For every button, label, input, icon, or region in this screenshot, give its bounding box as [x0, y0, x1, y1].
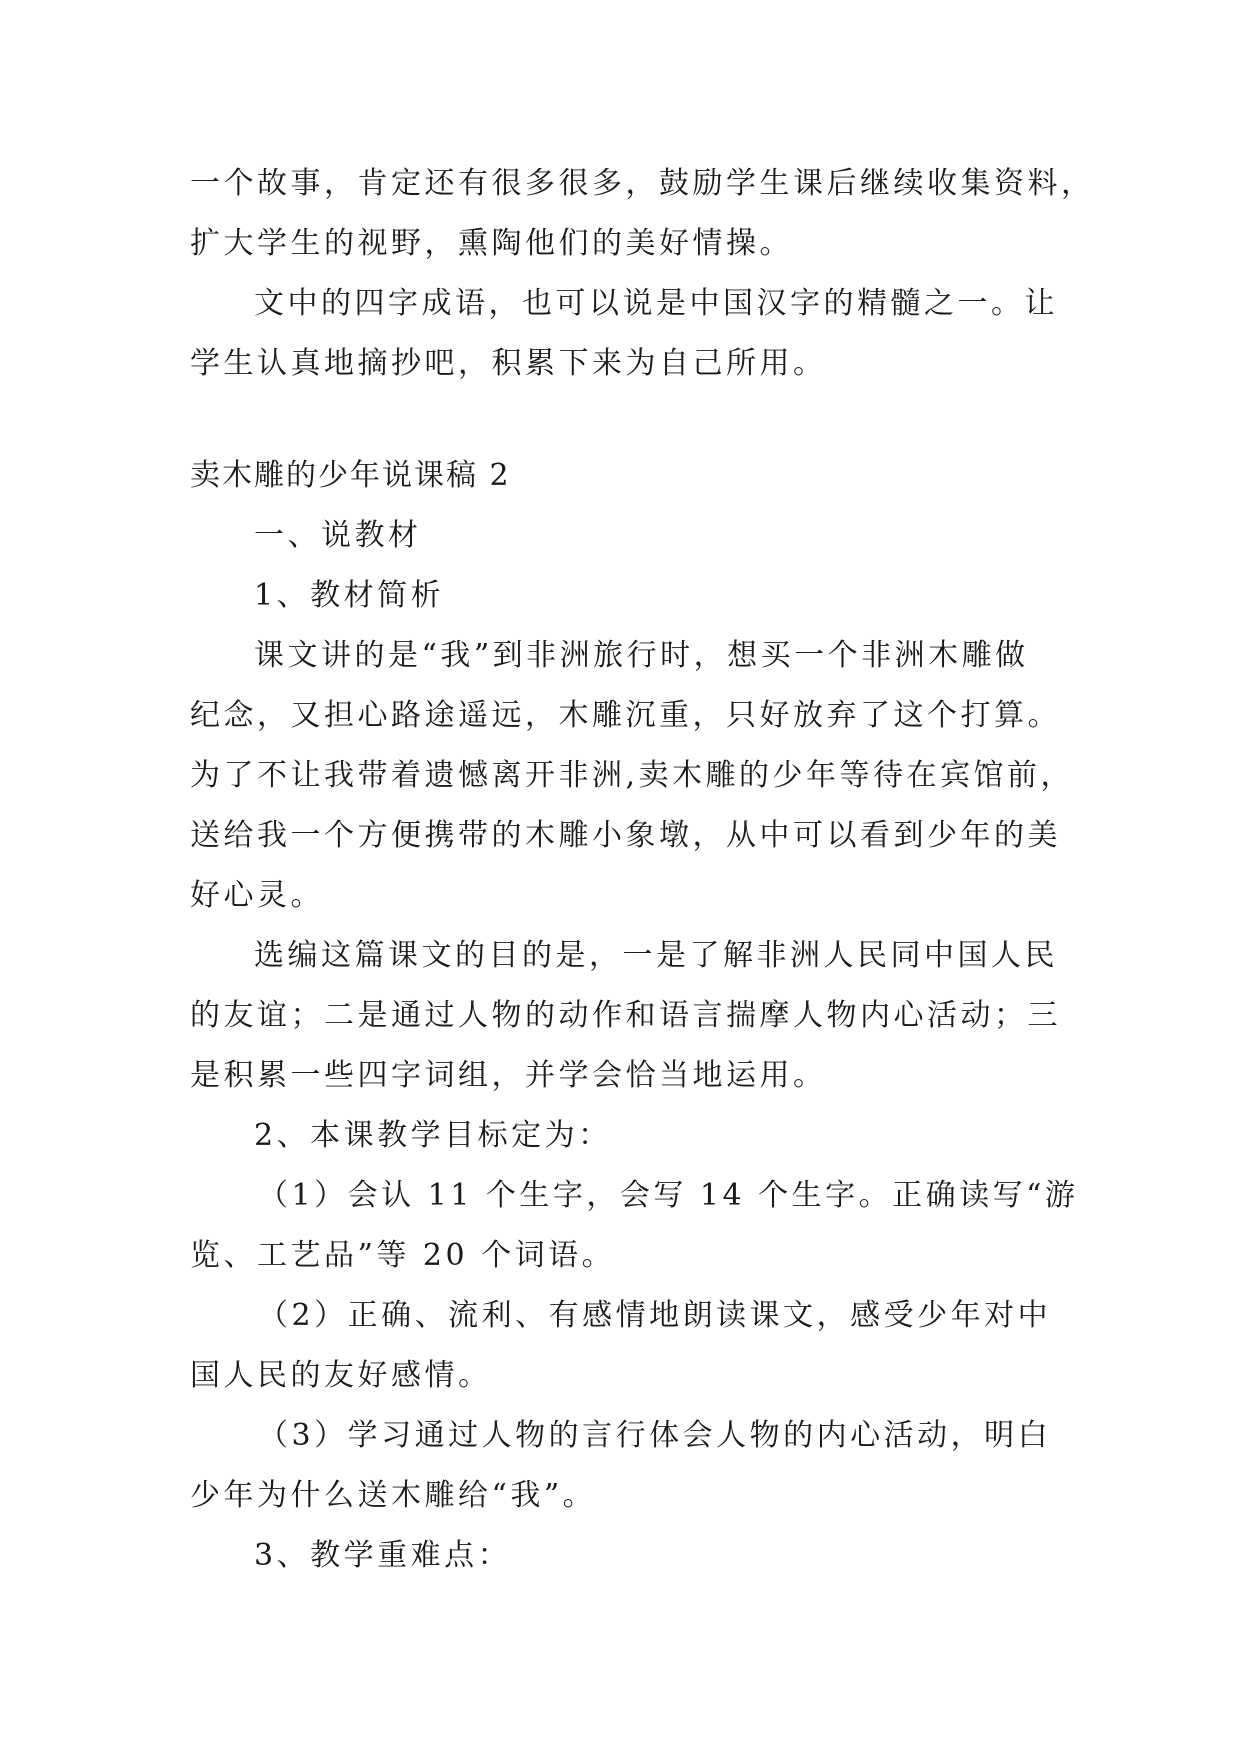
list-item-line: （1）会认 11 个生字，会写 14 个生字。正确读写“游 — [258, 1178, 1079, 1213]
list-item-line: 国人民的友好感情。 — [190, 1358, 492, 1393]
list-item-line: 览、工艺品”等 20 个词语。 — [190, 1238, 616, 1273]
list-item-line: （2）正确、流利、有感情地朗读课文，感受少年对中 — [258, 1298, 1052, 1333]
paragraph-line: 一个故事，肯定还有很多很多，鼓励学生课后继续收集资料， — [190, 166, 1095, 201]
paragraph-line: 好心灵。 — [190, 878, 324, 913]
paragraph-line: 文中的四字成语，也可以说是中国汉字的精髓之一。让 — [254, 286, 1058, 321]
paragraph-line: 是积累一些四字词组，并学会恰当地运用。 — [190, 1058, 827, 1093]
paragraph-line: 选编这篇课文的目的是，一是了解非洲人民同中国人民 — [254, 938, 1058, 973]
heading-line: 一、说教材 — [254, 518, 422, 553]
section-title: 卖木雕的少年说课稿 2 — [190, 458, 511, 493]
heading-line: 3、教学重难点： — [254, 1538, 512, 1573]
list-item-line: （3）学习通过人物的言行体会人物的内心活动，明白 — [258, 1418, 1052, 1453]
heading-line: 1、教材简析 — [254, 578, 445, 613]
list-item-line: 少年为什么送木雕给“我”。 — [190, 1478, 597, 1513]
heading-line: 2、本课教学目标定为： — [254, 1118, 612, 1153]
paragraph-line: 为了不让我带着遗憾离开非洲,卖木雕的少年等待在宾馆前， — [190, 758, 1075, 793]
paragraph-line: 的友谊；二是通过人物的动作和语言揣摩人物内心活动；三 — [190, 998, 1061, 1033]
paragraph-line: 纪念，又担心路途遥远，木雕沉重，只好放弃了这个打算。 — [190, 698, 1061, 733]
paragraph-line: 扩大学生的视野，熏陶他们的美好情操。 — [190, 226, 793, 261]
paragraph-line: 学生认真地摘抄吧，积累下来为自己所用。 — [190, 346, 827, 381]
paragraph-line: 送给我一个方便携带的木雕小象墩，从中可以看到少年的美 — [190, 818, 1061, 853]
paragraph-line: 课文讲的是“我”到非洲旅行时，想买一个非洲木雕做 — [254, 638, 1029, 673]
